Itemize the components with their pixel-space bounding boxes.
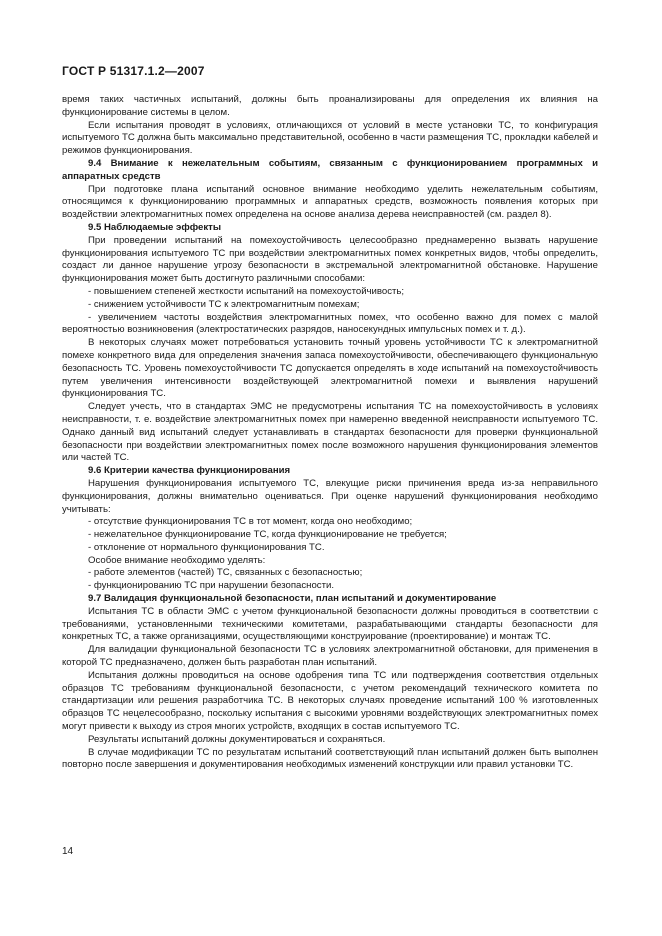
paragraph: Для валидации функциональной безопасности ТС в условиях электромагнитной обстановки, для применения в которой ТС предназначено, должен быть разработан план испытаний.: [62, 644, 598, 669]
document-page: [62, 64, 598, 772]
list-item: - отсутствие функционирования ТС в тот момент, когда оно необходимо;: [88, 516, 413, 528]
paragraph: В случае модификации ТС по результатам испытаний соответствующий план испытаний должен быть выполнен повторно после завершения и документирования необходимых изменений конструкции или правил установки ТС.: [62, 746, 598, 771]
list-item: - повышением степеней жесткости испытаний на помехоустойчивость;: [88, 285, 405, 297]
section-heading: 9.5 Наблюдаемые эффекты: [88, 221, 222, 233]
list-item: Особое внимание необходимо уделять:: [88, 554, 266, 566]
page-number: 14: [62, 846, 74, 857]
list-item: - функционированию ТС при нарушении безопасности.: [88, 580, 334, 592]
paragraph: Испытания должны проводиться на основе одобрения типа ТС или подтверждения соответствия отдельных образцов ТС требованиям функциональной безопасности, с учетом рекомендаций технического комитета по стандартизации или решения разработчика ТС. В некоторых случаях проведение испытаний 100 % изготовленных образцов ТС нецелесообразно, поскольку испытания с высокими уровнями воздействующих электромагнитных помех могут привести к выходу из строя многих устройств, входящих в состав испытуемого ТС.: [62, 669, 598, 733]
list-item: - отклонение от нормального функционирования ТС.: [88, 541, 325, 553]
section-heading: 9.7 Валидация функциональной безопасности, план испытаний и документирование: [88, 593, 497, 605]
document-header: ГОСТ Р 51317.1.2—2007: [62, 64, 205, 78]
paragraph: Испытания ТС в области ЭМС с учетом функциональной безопасности должны проводиться в соответствии с требованиями, установленными техническими комитетами, разрабатывающими стандарты безопасности для конкретных ТС, а также организациями, осуществляющими конструирование (проектирование) и монтаж ТС.: [62, 605, 598, 643]
paragraph: При подготовке плана испытаний основное внимание необходимо уделить нежелательным событиям, относящимся к функционированию программных и аппаратных средств, возможность появления которых при воздействии электромагнитных помех определена на основе анализа дерева неисправностей (см. раздел 8).: [62, 183, 598, 221]
paragraph: время таких частичных испытаний, должны быть проанализированы для определения их влияния на функционирование системы в целом.: [62, 94, 598, 118]
paragraph: Если испытания проводят в условиях, отличающихся от условий в месте установки ТС, то конфигурация испытуемого ТС должна быть максимально представительной, особенно в части размещения ТС, прокладки кабелей и режимов функционирования.: [62, 119, 598, 157]
list-item: - нежелательное функционирование ТС, когда функционирование не требуется;: [88, 529, 447, 541]
document-body: [62, 94, 598, 772]
section-heading: 9.6 Критерии качества функционирования: [88, 465, 291, 477]
paragraph: При проведении испытаний на помехоустойчивость целесообразно преднамеренно вызвать нарушение функционирования испытуемого ТС при воздействии электромагнитных помех конкретных видов, чтобы определить, создаст ли данное нарушение угрозу безопасности в экстремальной электромагнитной обстановке. Нарушение функционирования может быть достигнуто различными способами:: [62, 234, 598, 285]
list-item: - работе элементов (частей) ТС, связанных с безопасностью;: [88, 567, 363, 579]
paragraph: Следует учесть, что в стандартах ЭМС не предусмотрены испытания ТС на помехоустойчивость в условиях неисправности, т. е. воздействие электромагнитных помех при намеренно введенной неисправности испытуемого ТС. Однако данный вид испытаний следует устанавливать в стандартах безопасности для проверки функциональной безопасности при воздействии электромагнитных помех после возможного нарушения функционирования элементов или частей ТС.: [62, 401, 598, 464]
paragraph: Нарушения функционирования испытуемого ТС, влекущие риски причинения вреда из-за неправильного функционирования, должны внимательно оцениваться. При оценке нарушений функционирования необходимо учитывать:: [62, 477, 598, 515]
paragraph: Результаты испытаний должны документироваться и сохраняться.: [88, 733, 386, 745]
paragraph: В некоторых случаях может потребоваться установить точный уровень устойчивости ТС к электромагнитной помехе конкретного вида для определения значения запаса помехоустойчивости, обеспечивающего функциональную безопасность ТС. Уровень помехоустойчивости ТС допускается определять в ходе испытаний на помехоустойчивость путем увеличения интенсивности воздействующей электромагнитной помехи и выявления нарушений функционирования ТС.: [62, 337, 598, 400]
section-heading: 9.4 Внимание к нежелательным событиям, связанным с функционированием программных и аппаратных средств: [62, 157, 598, 182]
list-item: - снижением устойчивости ТС к электромагнитным помехам;: [88, 298, 360, 310]
list-item: - увеличением частоты воздействия электромагнитных помех, что особенно важно для помех с малой вероятностью возникновения (электростатических разрядов, наносекундных импульсных помех и т. д.).: [62, 311, 598, 336]
